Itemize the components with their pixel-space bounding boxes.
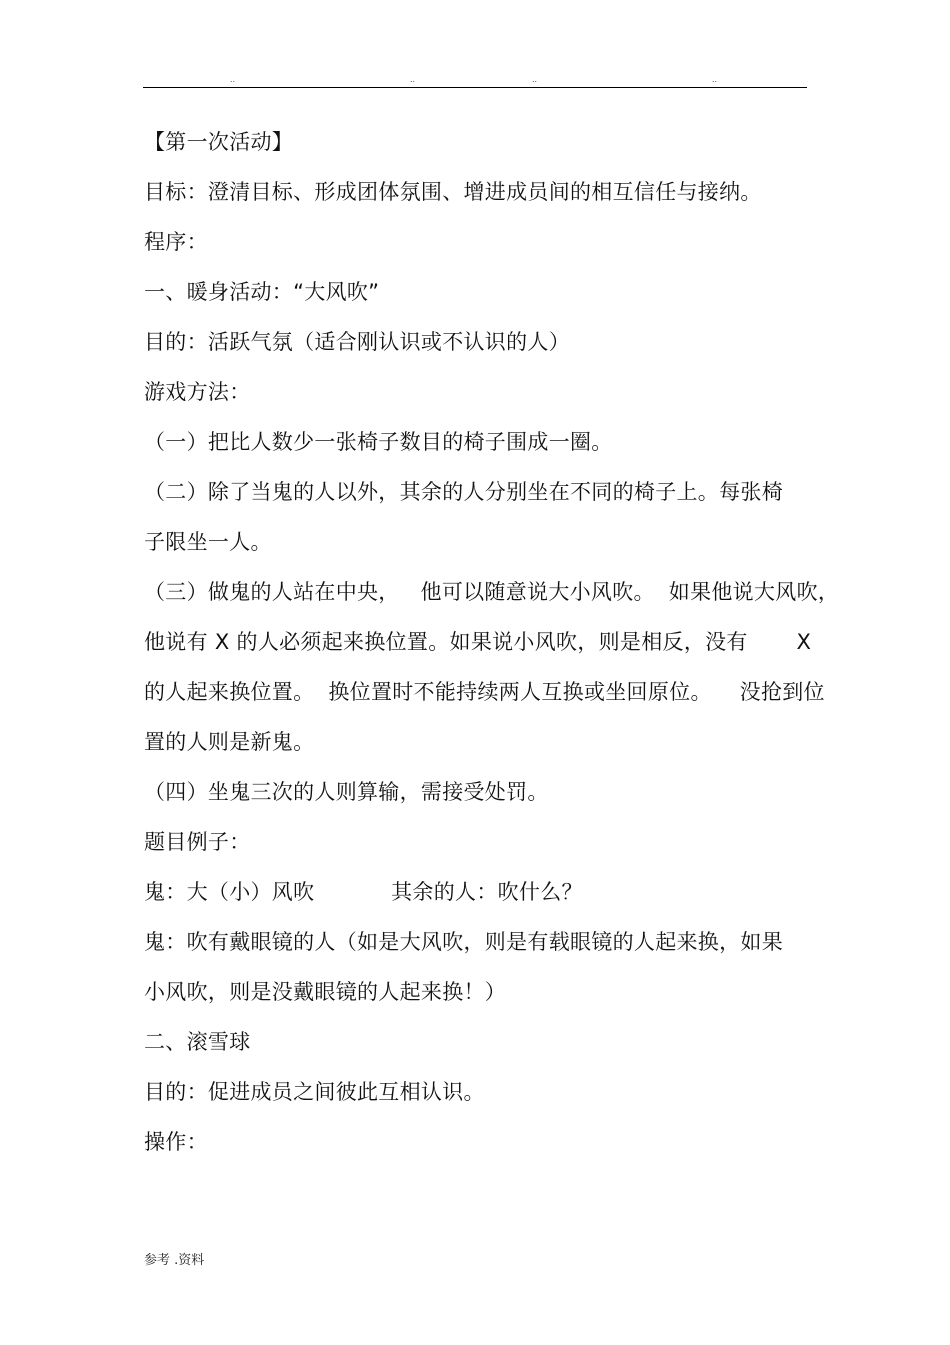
activity-1-purpose: 目的：活跃气氛（适合刚认识或不认识的人） — [144, 330, 570, 354]
step-3-cont-1: 他说有 X 的人必须起来换位置。如果说小风吹，则是相反，没有 X — [144, 630, 812, 654]
header-mark-4: .. — [712, 74, 718, 84]
step-3-cont-3: 置的人则是新鬼。 — [144, 730, 315, 754]
activity-2-purpose: 目的：促进成员之间彼此互相认识。 — [144, 1080, 485, 1104]
step-2: （二）除了当鬼的人以外，其余的人分别坐在不同的椅子上。每张椅 — [144, 480, 783, 504]
operation-label: 操作： — [144, 1130, 208, 1154]
game-method-label: 游戏方法： — [144, 380, 251, 404]
activity-2-title: 二、滚雪球 — [144, 1030, 251, 1054]
page-footer: 参考 .资料 — [144, 1253, 205, 1268]
step-2-cont: 子限坐一人。 — [144, 530, 272, 554]
header-mark-2: .. — [410, 74, 416, 84]
examples-label: 题目例子： — [144, 830, 251, 854]
procedure-label: 程序： — [144, 230, 208, 254]
step-4: （四）坐鬼三次的人则算输，需接受处罚。 — [144, 780, 549, 804]
goal-line: 目标：澄清目标、形成团体氛围、增进成员间的相互信任与接纳。 — [144, 180, 762, 204]
example-2: 鬼：吹有戴眼镜的人（如是大风吹，则是有载眼镜的人起来换，如果 — [144, 930, 783, 954]
activity-1-title: 一、暖身活动：“大风吹” — [144, 280, 380, 304]
section-heading: 【第一次活动】 — [144, 130, 294, 154]
header-mark-3: .. — [532, 74, 538, 84]
header-mark-1: .. — [230, 74, 236, 84]
example-1: 鬼：大（小）风吹 其余的人：吹什么？ — [144, 880, 583, 904]
step-3: （三）做鬼的人站在中央， 他可以随意说大小风吹。 如果他说大风吹， — [144, 580, 840, 604]
example-2-cont: 小风吹，则是没戴眼镜的人起来换！） — [144, 980, 507, 1004]
step-3-cont-2: 的人起来换位置。 换位置时不能持续两人互换或坐回原位。 没抢到位 — [144, 680, 825, 704]
header-rule — [143, 87, 807, 88]
step-1: （一）把比人数少一张椅子数目的椅子围成一圈。 — [144, 430, 613, 454]
